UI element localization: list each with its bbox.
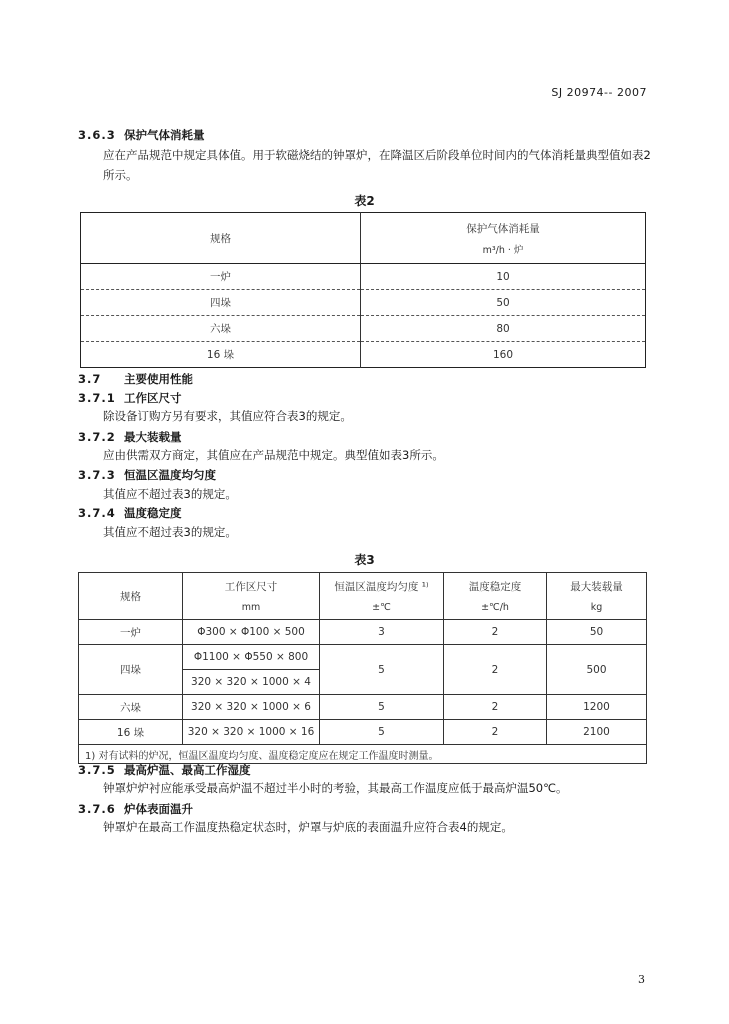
table-3-cell-stability: 2 — [444, 645, 547, 695]
table-3-cell-uniformity: 5 — [320, 720, 444, 745]
table-2-cell-value: 160 — [361, 342, 646, 368]
table-2-caption: 表2 — [354, 194, 375, 208]
table-row — [81, 264, 646, 290]
table-3-header-max-load — [547, 573, 647, 620]
table-2-header-consumption — [361, 213, 646, 264]
paragraph-3-7-5: 钟罩炉炉衬应能承受最高炉温不超过半小时的考验，其最高工作温度应低于最高炉温50℃。 — [103, 781, 568, 795]
section-title: 保护气体消耗量 — [124, 128, 205, 142]
table-3-header-stability — [444, 573, 547, 620]
section-title: 炉体表面温升 — [124, 802, 194, 816]
table-3-header-work-size-label: 工作区尺寸 — [224, 581, 278, 593]
paragraph-3-6-3: 应在产品规范中规定具体值。用于软磁烧结的钟罩炉，在降温区后阶段单位时间内的气体消耗量典型值如表2所示。 — [103, 148, 651, 182]
paragraph-3-7-3: 其值应不超过表3的规定。 — [103, 487, 237, 501]
table-3-cell-spec: 16 垛 — [79, 720, 183, 745]
section-heading-3-6-3 — [78, 127, 205, 143]
table-3-cell-stability: 2 — [444, 620, 547, 645]
table-2-cell-value: 50 — [361, 290, 646, 316]
table-3-cell-uniformity: 5 — [320, 695, 444, 720]
table-3-cell-spec: 六垛 — [79, 695, 183, 720]
section-heading-3-7-5 — [78, 762, 251, 778]
section-heading-3-7-1 — [78, 390, 182, 406]
section-number: 3.7.5 — [78, 763, 116, 777]
section-heading-3-7-3 — [78, 467, 216, 483]
table-3-header-max-load-label: 最大装载量 — [570, 581, 623, 593]
table-3-header-uniformity-unit: ±℃ — [372, 602, 391, 613]
paragraph-3-7-1: 除设备订购方另有要求，其值应符合表3的规定。 — [103, 409, 352, 423]
table-2-header-consumption-label: 保护气体消耗量 — [466, 222, 540, 235]
section-title: 温度稳定度 — [124, 506, 182, 520]
table-row — [79, 620, 647, 645]
table-3-cell-spec: 一炉 — [79, 620, 183, 645]
table-3-cell-size: 320 × 320 × 1000 × 16 — [183, 720, 320, 745]
section-heading-3-7-2 — [78, 429, 182, 445]
table-2 — [80, 212, 646, 368]
table-3-cell-uniformity: 5 — [320, 645, 444, 695]
section-heading-3-7-6 — [78, 801, 193, 817]
table-3-header-work-size-unit: mm — [241, 602, 261, 613]
table-3-header-max-load-unit: kg — [590, 602, 603, 613]
table-3-header-uniformity-label: 恒温区温度均匀度 ¹⁾ — [334, 581, 429, 593]
table-3-cell-size: Φ1100 × Φ550 × 800 — [183, 645, 320, 670]
section-title: 主要使用性能 — [124, 372, 194, 386]
table-2-cell-value: 10 — [361, 264, 646, 290]
page-number: 3 — [638, 973, 645, 986]
table-3-cell-spec: 四垛 — [79, 645, 183, 695]
table-row — [81, 290, 646, 316]
table-2-cell-value: 80 — [361, 316, 646, 342]
table-row — [81, 342, 646, 368]
section-number: 3.7.4 — [78, 506, 116, 520]
section-number: 3.7.6 — [78, 802, 116, 816]
table-3-cell-size: Φ300 × Φ100 × 500 — [183, 620, 320, 645]
table-2-cell-spec: 16 垛 — [81, 342, 361, 368]
section-heading-3-7-4 — [78, 505, 182, 521]
table-row — [79, 695, 647, 720]
paragraph-3-7-4: 其值应不超过表3的规定。 — [103, 525, 237, 539]
table-3-cell-load: 1200 — [547, 695, 647, 720]
section-number: 3.7.1 — [78, 391, 116, 405]
table-3-cell-stability: 2 — [444, 720, 547, 745]
table-3-header-spec: 规格 — [79, 573, 183, 620]
table-3 — [78, 572, 647, 764]
section-number: 3.6.3 — [78, 128, 116, 142]
table-3-header-stability-unit: ±℃/h — [481, 602, 509, 613]
table-2-cell-spec: 一炉 — [210, 271, 231, 283]
section-title: 最大装载量 — [124, 430, 182, 444]
section-number: 3.7 — [78, 372, 102, 386]
table-row — [81, 316, 646, 342]
section-number: 3.7.2 — [78, 430, 116, 444]
table-3-header-work-size — [183, 573, 320, 620]
table-row — [79, 645, 647, 670]
doc-code: SJ 20974-- 2007 — [551, 86, 647, 99]
paragraph-3-7-2: 应由供需双方商定，其值应在产品规范中规定。典型值如表3所示。 — [103, 448, 444, 462]
table-3-cell-stability: 2 — [444, 695, 547, 720]
table-3-cell-size: 320 × 320 × 1000 × 4 — [183, 670, 320, 695]
table-3-cell-load: 500 — [547, 645, 647, 695]
table-2-header-unit: m³/h · 炉 — [482, 244, 524, 256]
section-number: 3.7.3 — [78, 468, 116, 482]
table-3-cell-load: 2100 — [547, 720, 647, 745]
paragraph-3-7-6: 钟罩炉在最高工作温度热稳定状态时，炉罩与炉底的表面温升应符合表4的规定。 — [103, 820, 513, 834]
table-2-cell-spec: 四垛 — [81, 290, 361, 316]
table-3-caption: 表3 — [354, 553, 375, 567]
table-2-header-spec: 规格 — [81, 213, 361, 264]
section-title: 恒温区温度均匀度 — [124, 468, 217, 482]
section-title: 最高炉温、最高工作湿度 — [124, 763, 251, 777]
table-row — [79, 720, 647, 745]
table-3-header-uniformity — [320, 573, 444, 620]
table-3-footnote: 1) 对有试料的炉况，恒温区温度均匀度、温度稳定度应在规定工作温度时测量。 — [79, 745, 647, 764]
table-3-cell-uniformity: 3 — [320, 620, 444, 645]
table-2-cell-spec: 六垛 — [81, 316, 361, 342]
table-3-header-stability-label: 温度稳定度 — [468, 581, 522, 593]
table-3-cell-size: 320 × 320 × 1000 × 6 — [183, 695, 320, 720]
section-title: 工作区尺寸 — [124, 391, 182, 405]
section-heading-3-7 — [78, 371, 193, 387]
table-3-cell-load: 50 — [547, 620, 647, 645]
